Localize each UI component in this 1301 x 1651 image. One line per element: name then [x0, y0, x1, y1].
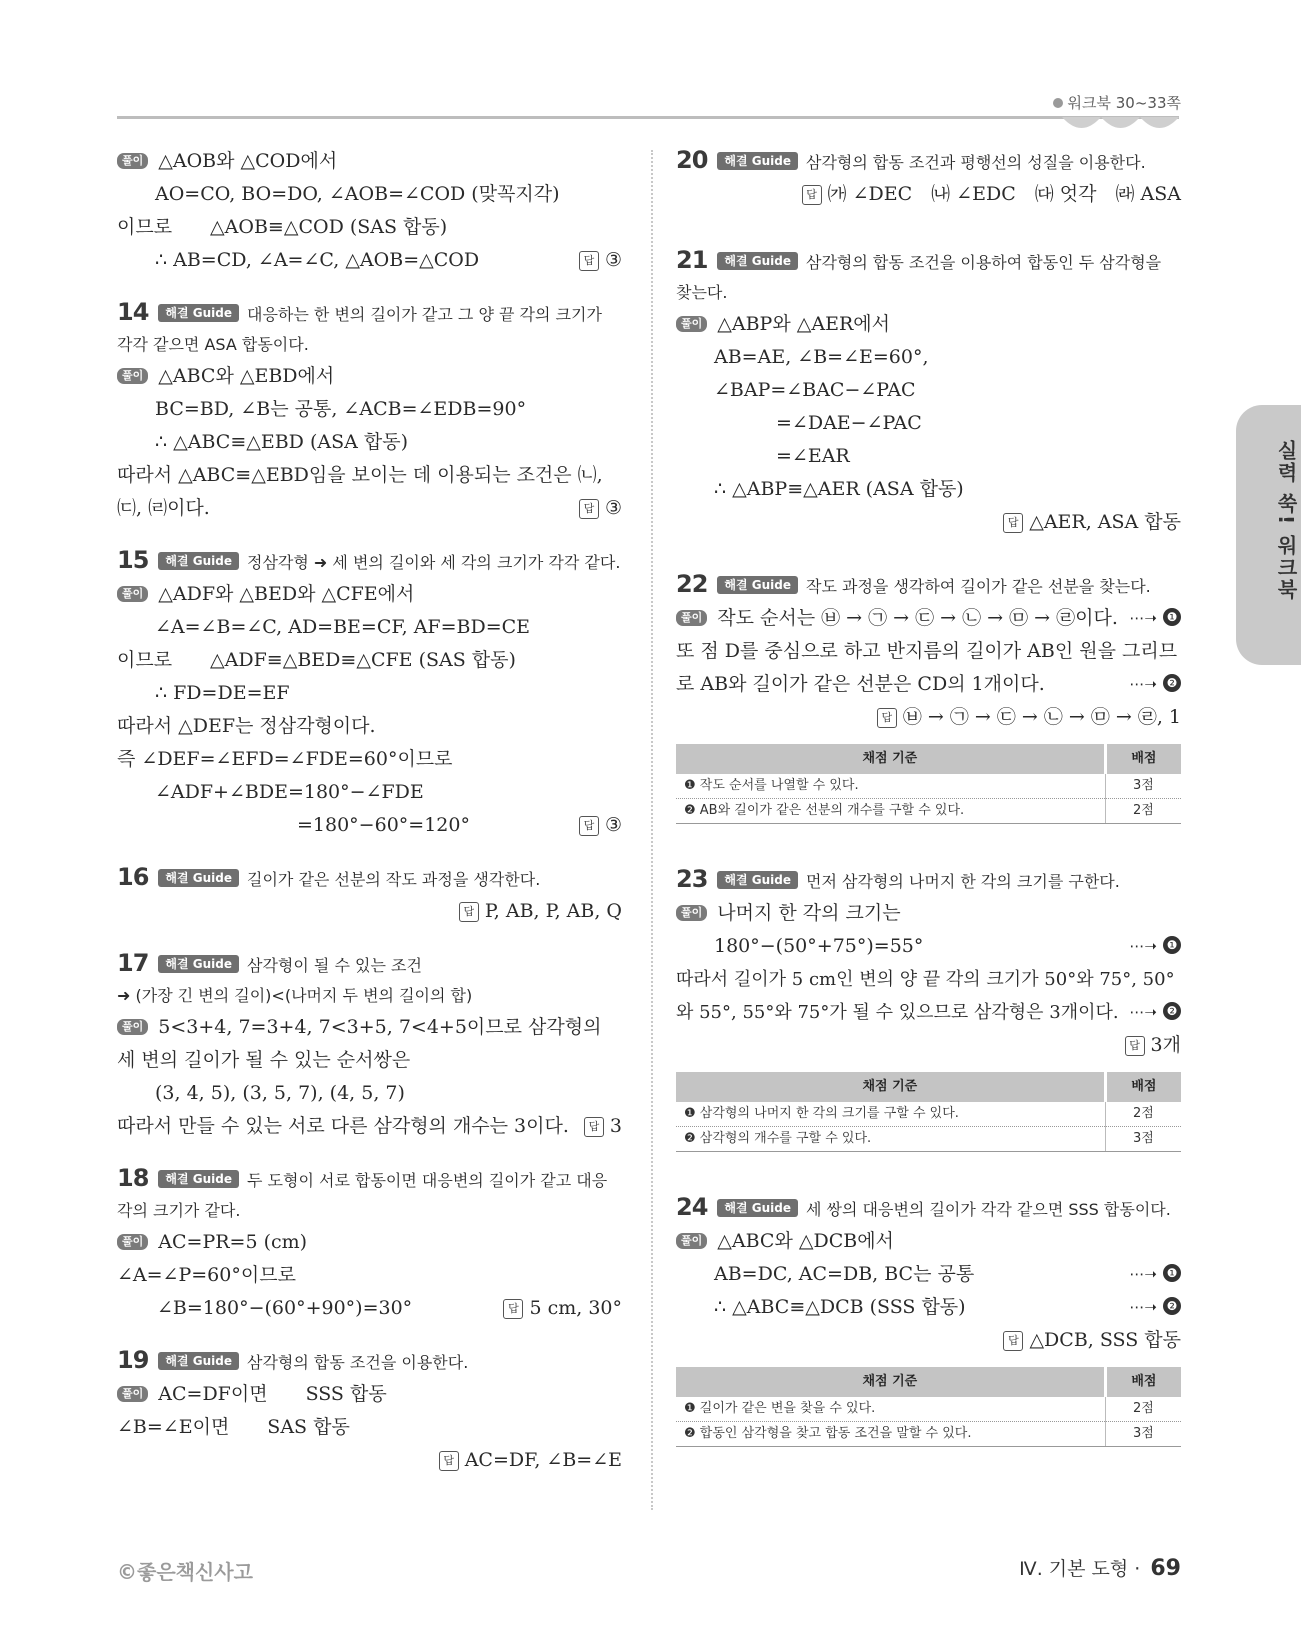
header-scallop-decoration — [1062, 117, 1179, 133]
guide-badge: 해결 Guide — [717, 576, 798, 594]
step-marker: ⋯➝ ❷ — [1129, 1291, 1181, 1324]
step-marker: ⋯➝ ❷ — [1129, 668, 1181, 701]
solution-badge: 풀이 — [676, 610, 707, 626]
problem-number: 20 — [676, 146, 708, 174]
solution-badge: 풀이 — [676, 905, 707, 921]
table-row: ❶ 삼각형의 나머지 한 각의 크기를 구할 수 있다. 2점 — [676, 1102, 1181, 1127]
answer: 답 ㈎ ∠DEC ㈏ ∠EDC ㈐ 엇각 ㈑ ASA — [676, 178, 1181, 211]
bullet-dot-icon — [1053, 98, 1063, 108]
grading-table: 채점 기준 배점 ❶ 작도 순서를 나열할 수 있다. 3점 ❷ AB와 길이가 같은 선분의 개수를 구할 수 있다. 2점 — [676, 744, 1181, 824]
solution-badge: 풀이 — [117, 1019, 148, 1035]
problem-22: 22 해결 Guide 작도 과정을 생각하여 길이가 같은 선분을 찾는다. 풀이 작도 순서는 ㉥ → ㉠ → ㉢ → ㉡ → ㉤ → ㉣이다. ⋯➝ ❶ 또 점 D를 중심으로 하고 반지름의 길이가 AB인 원을 그리므 로 AB와 길이가 같은 선분은 CD의 1개이다. ⋯➝ ❷ 답 ㉥ → ㉠ → ㉢ → ㉡ → ㉤ → ㉣, 1 채점 기준 배점 ❶ 작도 순서를 나열할 수 있다. 3점 ❷ AB와 길이가 같은 선분의 개수를 구할 수 있다. 2점 — [676, 569, 1181, 824]
guide-text: 세 쌍의 대응변의 길이가 각각 같으면 SSS 합동이다. — [806, 1200, 1171, 1219]
problem-16 — [117, 862, 622, 928]
answer-badge: 답 — [459, 902, 479, 922]
guide-text: 삼각형의 합동 조건과 평행선의 성질을 이용한다. — [806, 153, 1146, 172]
answer: 답 3 — [584, 1110, 622, 1143]
problem-20 — [676, 145, 1181, 211]
problem-number: 15 — [117, 546, 149, 574]
answer-badge: 답 — [1003, 1331, 1023, 1351]
guide-badge: 해결 Guide — [717, 1199, 798, 1217]
problem-15: 15 해결 Guide 정삼각형 ➜ 세 변의 길이와 세 각의 크기가 각각 같다. 풀이 △ADF와 △BED와 △CFE에서 ∠A=∠B=∠C, AD=BE=CF, AF=BD=CE 이므로 △ADF≡△BED≡△CFE (SAS 합동) ∴ FD=DE=EF 따라서 △DEF는 정삼각형이다. 즉 ∠DEF=∠EFD=∠FDE=60°이므로 ∠ADF+∠BDE=180°−∠FDE =180°−60°=120° 답 ③ — [117, 545, 622, 842]
answer-badge: 답 — [802, 185, 822, 205]
table-row: ❷ 삼각형의 개수를 구할 수 있다. 3점 — [676, 1127, 1181, 1152]
answer-badge: 답 — [579, 251, 599, 271]
guide-badge: 해결 Guide — [717, 871, 798, 889]
problem-17: 17 해결 Guide 삼각형이 될 수 있는 조건 ➜ (가장 긴 변의 길이)<(나머지 두 변의 길이의 합) 풀이 5<3+4, 7=3+4, 7<3+5, 7<4+5이므로 삼각형의 세 변의 길이가 될 수 있는 순서쌍은 (3, 4, 5), (3, 5, 7), (4, 5, 7) 따라서 만들 수 있는 서로 다른 삼각형의 개수는 3이다. 답 3 — [117, 948, 622, 1143]
publisher-logo: ©좋은책신사고 — [117, 1560, 253, 1584]
problem-number: 23 — [676, 865, 708, 893]
answer-badge: 답 — [1003, 513, 1023, 533]
page-number: 69 — [1150, 1556, 1181, 1581]
guide-text: 길이가 같은 선분의 작도 과정을 생각한다. — [247, 870, 541, 889]
grading-table: 채점 기준 배점 ❶ 길이가 같은 변을 찾을 수 있다. 2점 ❷ 합동인 삼각형을 찾고 합동 조건을 말할 수 있다. 3점 — [676, 1367, 1181, 1447]
workbook-reference: 워크북 30~33쪽 — [1053, 92, 1181, 113]
solution-badge: 풀이 — [117, 1234, 148, 1250]
solution-badge: 풀이 — [117, 586, 148, 602]
problem-13: 풀이 △AOB와 △COD에서 AO=CO, BO=DO, ∠AOB=∠COD (맞꼭지각) 이므로 △AOB≡△COD (SAS 합동) ∴ AB=CD, ∠A=∠C, △AOB=△COD 답 ③ — [117, 145, 622, 277]
table-row: ❶ 길이가 같은 변을 찾을 수 있다. 2점 — [676, 1397, 1181, 1422]
guide-badge: 해결 Guide — [717, 152, 798, 170]
problem-18: 18 해결 Guide 두 도형이 서로 합동이면 대응변의 길이가 같고 대응각의 크기가 같다. 풀이 AC=PR=5 (cm) ∠A=∠P=60°이므로 ∠B=180°−(60°+90°)=30° 답 5 cm, 30° — [117, 1163, 622, 1325]
solution-badge: 풀이 — [676, 1233, 707, 1249]
page-footer: Ⅳ. 기본 도형 · 69 — [1019, 1556, 1181, 1581]
right-column — [676, 145, 1181, 1447]
answer-badge: 답 — [877, 708, 897, 728]
problem-24: 24 해결 Guide 세 쌍의 대응변의 길이가 각각 같으면 SSS 합동이다. 풀이 △ABC와 △DCB에서 AB=DC, AC=DB, BC는 공통 ⋯➝ ❶ ∴ △ABC≡△DCB (SSS 합동) ⋯➝ ❷ 답 △DCB, SSS 합동 채점 기준 배점 ❶ 길이가 같은 변을 찾을 수 있다. 2점 ❷ 합동인 삼각형을 찾고 합동 조건을 말할 수 있다. 3점 — [676, 1192, 1181, 1447]
left-column — [117, 145, 622, 1477]
step-marker: ⋯➝ ❷ — [1129, 996, 1181, 1029]
problem-number: 19 — [117, 1346, 149, 1374]
answer: 답 ③ — [579, 492, 622, 525]
problem-21: 21 해결 Guide 삼각형의 합동 조건을 이용하여 합동인 두 삼각형을 찾는다. 풀이 △ABP와 △AER에서 AB=AE, ∠B=∠E=60°, ∠BAP=∠BAC−∠PAC =∠DAE−∠PAC =∠EAR ∴ △ABP≡△AER (ASA 합동) 답 △AER, ASA 합동 — [676, 245, 1181, 539]
solution-badge: 풀이 — [117, 368, 148, 384]
guide-text: 삼각형이 될 수 있는 조건 — [247, 956, 422, 975]
grading-table: 채점 기준 배점 ❶ 삼각형의 나머지 한 각의 크기를 구할 수 있다. 2점 ❷ 삼각형의 개수를 구할 수 있다. 3점 — [676, 1072, 1181, 1152]
answer-badge: 답 — [584, 1117, 604, 1137]
problem-number: 18 — [117, 1164, 149, 1192]
guide-text: 대응하는 한 변의 길이가 같고 그 양 끝 각의 크기가 각각 같으면 ASA 합동이다. — [117, 305, 602, 354]
column-divider — [651, 150, 653, 1510]
answer: 답 △DCB, SSS 합동 — [676, 1324, 1181, 1357]
solution-badge: 풀이 — [676, 316, 707, 332]
step-marker: ⋯➝ ❶ — [1129, 930, 1181, 963]
guide-text: 삼각형의 합동 조건을 이용한다. — [247, 1353, 469, 1372]
step-marker: ⋯➝ ❶ — [1129, 1258, 1181, 1291]
problem-14: 14 해결 Guide 대응하는 한 변의 길이가 같고 그 양 끝 각의 크기가 각각 같으면 ASA 합동이다. 풀이 △ABC와 △EBD에서 BC=BD, ∠B는 공통, ∠ACB=∠EDB=90° ∴ △ABC≡△EBD (ASA 합동) 따라서 △ABC≡△EBD임을 보이는 데 이용되는 조건은 ㈁, ㈂, ㈃이다. 답 ③ — [117, 297, 622, 525]
problem-19: 19 해결 Guide 삼각형의 합동 조건을 이용한다. 풀이 AC=DF이면 SSS 합동 ∠B=∠E이면 SAS 합동 답 AC=DF, ∠B=∠E — [117, 1345, 622, 1477]
step-marker: ⋯➝ ❶ — [1129, 602, 1181, 635]
table-row: ❷ 합동인 삼각형을 찾고 합동 조건을 말할 수 있다. 3점 — [676, 1422, 1181, 1447]
answer: 답 P, AB, P, AB, Q — [117, 895, 622, 928]
guide-text: 먼저 삼각형의 나머지 한 각의 크기를 구한다. — [806, 872, 1120, 891]
guide-text: 정삼각형 ➜ 세 변의 길이와 세 각의 크기가 각각 같다. — [247, 553, 621, 572]
header-rule — [117, 116, 1179, 119]
answer-badge: 답 — [439, 1451, 459, 1471]
guide-text: 두 도형이 서로 합동이면 대응변의 길이가 같고 대응각의 크기가 같다. — [117, 1171, 608, 1220]
guide-badge: 해결 Guide — [158, 955, 239, 973]
guide-badge: 해결 Guide — [158, 304, 239, 322]
answer: 답 3개 — [676, 1029, 1181, 1062]
problem-number: 17 — [117, 949, 149, 977]
answer-badge: 답 — [1125, 1036, 1145, 1056]
answer-badge: 답 — [503, 1299, 523, 1319]
table-row: ❷ AB와 길이가 같은 선분의 개수를 구할 수 있다. 2점 — [676, 799, 1181, 824]
guide-badge: 해결 Guide — [717, 252, 798, 270]
problem-number: 14 — [117, 298, 149, 326]
problem-23: 23 해결 Guide 먼저 삼각형의 나머지 한 각의 크기를 구한다. 풀이 나머지 한 각의 크기는 180°−(50°+75°)=55° ⋯➝ ❶ 따라서 길이가 5 cm인 변의 양 끝 각의 크기가 50°와 75°, 50° 와 55°, 55°와 75°가 될 수 있으므로 삼각형은 3개이다. ⋯➝ ❷ 답 3개 채점 기준 배점 ❶ 삼각형의 나머지 한 각의 크기를 구할 수 있다. 2점 ❷ 삼각형의 개수를 구할 수 있다. 3점 — [676, 864, 1181, 1152]
answer: 답 5 cm, 30° — [503, 1292, 622, 1325]
guide-text: 삼각형의 합동 조건을 이용하여 합동인 두 삼각형을 찾는다. — [676, 253, 1162, 302]
problem-number: 16 — [117, 863, 149, 891]
answer: 답 AC=DF, ∠B=∠E — [117, 1444, 622, 1477]
table-row: ❶ 작도 순서를 나열할 수 있다. 3점 — [676, 774, 1181, 799]
guide-badge: 해결 Guide — [158, 1170, 239, 1188]
answer: 답 ㉥ → ㉠ → ㉢ → ㉡ → ㉤ → ㉣, 1 — [676, 701, 1181, 734]
answer-badge: 답 — [579, 816, 599, 836]
solution-badge: 풀이 — [117, 1386, 148, 1402]
guide-text: 작도 과정을 생각하여 길이가 같은 선분을 찾는다. — [806, 577, 1151, 596]
side-tab-label: 실력 쑥! 워크북 — [1274, 440, 1298, 602]
guide-badge: 해결 Guide — [158, 1352, 239, 1370]
guide-badge: 해결 Guide — [158, 869, 239, 887]
answer: 답 △AER, ASA 합동 — [676, 506, 1181, 539]
guide-badge: 해결 Guide — [158, 552, 239, 570]
problem-number: 21 — [676, 246, 708, 274]
problem-number: 24 — [676, 1193, 708, 1221]
guide-text-2: ➜ (가장 긴 변의 길이)<(나머지 두 변의 길이의 합) — [117, 986, 473, 1005]
answer: 답 ③ — [579, 809, 622, 842]
chapter-title: Ⅳ. 기본 도형 — [1019, 1558, 1129, 1580]
problem-number: 22 — [676, 570, 708, 598]
solution-badge: 풀이 — [117, 153, 148, 169]
answer: 답 ③ — [579, 244, 622, 277]
answer-badge: 답 — [579, 499, 599, 519]
